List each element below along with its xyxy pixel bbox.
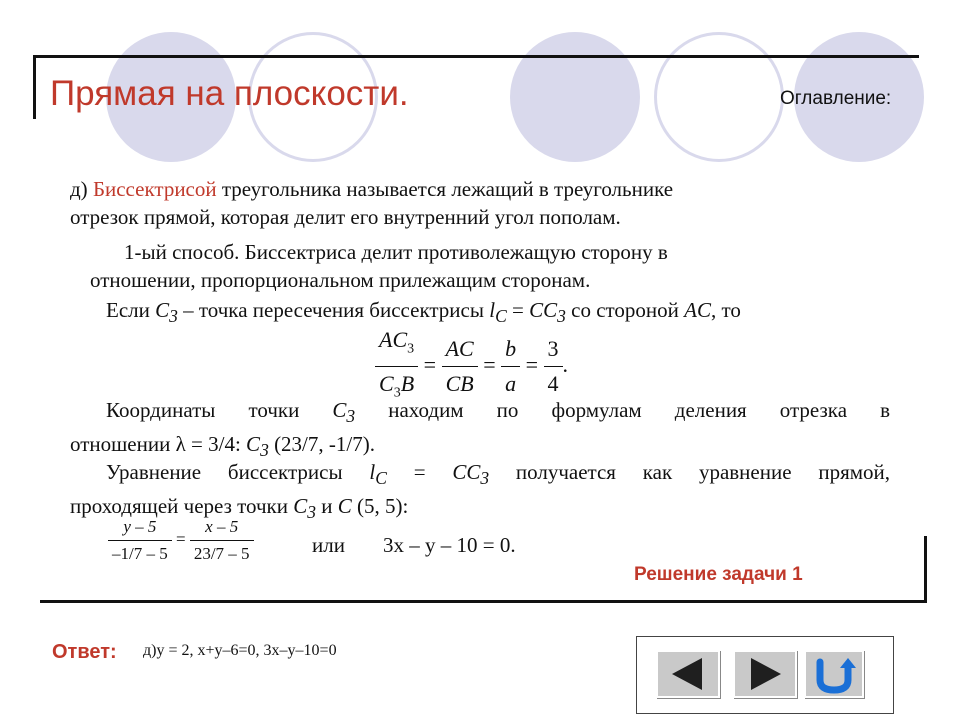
equals-sign: = [423,351,437,377]
line-equation-formula [108,516,254,565]
p3-var: l [489,298,496,322]
defined-term: Биссектрисой [92,177,217,201]
p4-var: C [332,398,347,422]
answer-label: Ответ: [52,641,117,663]
decor-ring [654,32,784,162]
frac-sub: 3 [393,385,401,401]
p1-line2: отрезок прямой, которая делит его внутренний угол пополам. [70,205,621,229]
p5-var: C [293,494,308,519]
frac-num: 3 [544,334,563,367]
p1-prefix: д) [70,177,93,201]
page-title: Прямая на плоскости. [50,74,409,113]
p5-text: = [386,460,453,484]
definition-paragraph [70,175,840,231]
decor-circle [510,32,640,162]
p4-text: отношении λ = 3/4: [70,432,247,457]
p5-var: CC [452,460,481,484]
p4-text: Координаты точки [106,398,333,422]
method-paragraph [90,238,850,294]
frac-den: a [505,371,517,397]
frac-den: CB [445,371,474,397]
p2-line1: 1-ый способ. Биссектриса делит противолежащую сторону в [124,240,668,264]
p1-line1: треугольника называется лежащий в треугольнике [216,177,674,201]
fraction-x [190,516,254,565]
frac-den: –1/7 – 5 [112,544,168,563]
frac-den: 23/7 – 5 [193,544,250,563]
fraction-ac-cb [442,334,478,399]
fraction-b-a [501,334,520,399]
frame-left-line [33,55,36,119]
triangle-right-icon [735,652,795,696]
or-word: или [312,533,345,557]
solution-link[interactable]: Решение задачи 1 [634,564,803,585]
frac-num: x – 5 [205,517,239,536]
p3-text: – точка пересечения биссектрисы [177,298,490,322]
frame-bottom-line [40,600,927,603]
equals-sign: = [525,351,539,377]
p5-text: и [316,494,338,519]
p5-sub: 3 [307,502,317,523]
frac-den: 4 [547,371,559,397]
p4-text: (23/7, -1/7). [268,432,375,457]
period: . [562,351,569,377]
p3-text: со стороной [565,298,685,322]
frame-right-line [924,536,927,603]
p2-line2: отношении, пропорциональном прилежащим сторонам. [90,268,591,292]
result-equation: 3x – y – 10 = 0. [383,533,516,557]
p3-var: C [155,298,170,322]
toc-link[interactable]: Оглавление: [780,88,892,109]
p3-sub: 3 [169,306,178,327]
p5-var: C [337,494,352,519]
frac-num: AC [445,336,474,362]
p5-sub: 3 [480,468,490,489]
p4-sub: 3 [260,440,269,461]
p5-text: получается как уравнение прямой, [489,460,891,484]
frac-sub: 3 [407,341,415,357]
return-button[interactable] [804,650,864,698]
p3-text: , то [711,298,741,322]
frac-num: AC [379,327,408,352]
p4-var: C [246,432,261,457]
p4-text: находим по формулам деления отрезка в [355,398,890,422]
u-turn-icon [806,652,862,696]
p4-sub: 3 [346,406,356,427]
p3-var: CC [529,298,558,322]
p5-text: Уравнение биссектрисы [106,460,370,484]
p5-var: l [369,460,376,484]
p5-text: (5, 5): [351,494,409,519]
p5-sub: C [375,468,387,489]
frac-den: C [379,371,394,397]
equals-sign: = [175,529,186,549]
p3-text: = [506,298,530,322]
fraction-y [108,516,172,565]
prev-button[interactable] [656,650,720,698]
p3-sub: 3 [557,306,566,327]
p3-var: AC [684,298,711,322]
next-button[interactable] [733,650,797,698]
p5-text: проходящей через точки [70,494,294,519]
coordinates-paragraph [70,396,890,464]
answer-text: д)y = 2, x+y–6=0, 3x–y–10=0 [143,642,337,659]
frame-top-line [35,55,919,58]
fraction-3-4 [544,334,563,399]
equals-sign: = [483,351,496,377]
p3-text: Если [106,298,156,322]
triangle-left-icon [658,652,718,696]
frac-num: y – 5 [123,517,157,536]
p3-sub: C [495,306,507,327]
frac-num: b [505,336,517,362]
frac-den: B [400,371,415,397]
